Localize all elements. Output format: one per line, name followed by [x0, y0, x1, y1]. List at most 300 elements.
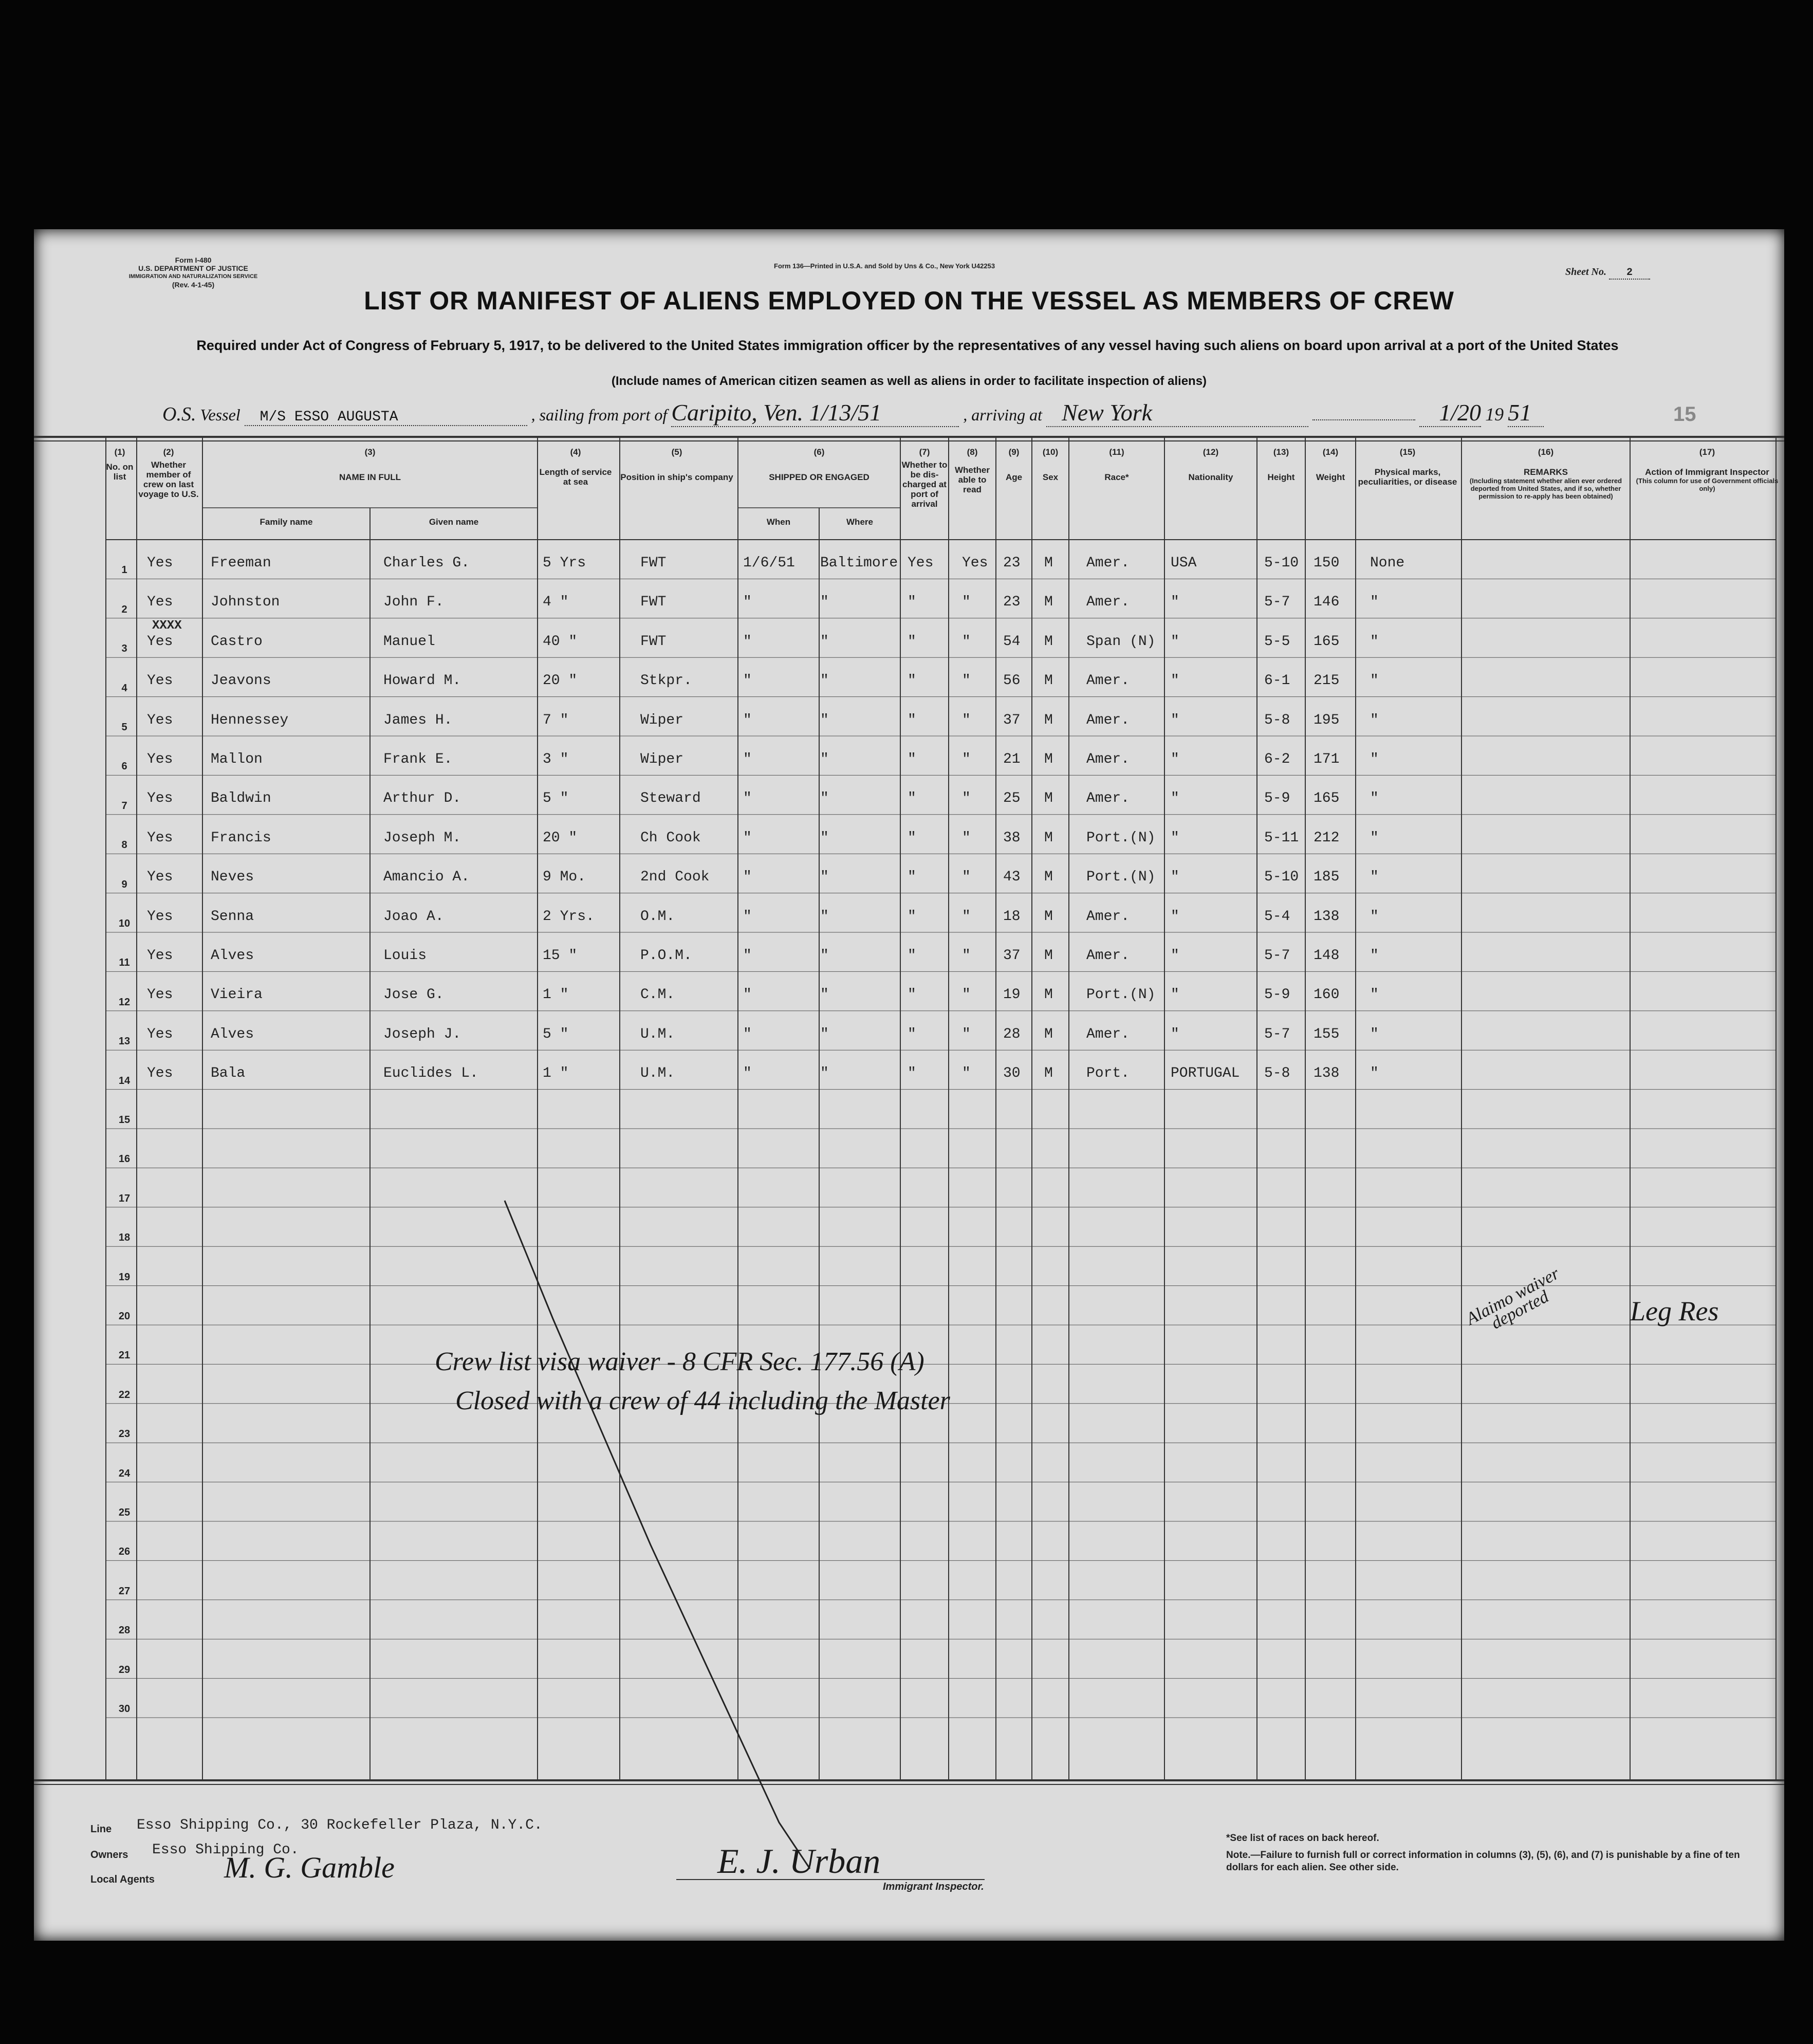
- shipped-when-cell: 1/6/51: [743, 555, 795, 571]
- col6b-header: Where: [846, 517, 873, 527]
- height-cell: 5-10: [1264, 555, 1299, 571]
- col12-number: (12): [1202, 447, 1219, 457]
- whether-prev-voyage-cell: Yes: [147, 1026, 173, 1042]
- nationality-cell: ": [1171, 869, 1179, 886]
- line-label: Line: [90, 1824, 112, 1835]
- row-number: 18: [118, 1232, 131, 1244]
- sex-cell: M: [1044, 555, 1053, 571]
- sex-cell: M: [1044, 948, 1053, 964]
- sex-cell: M: [1044, 633, 1053, 650]
- length-of-service-cell: 1 ": [543, 987, 569, 1003]
- age-cell: 18: [1003, 908, 1021, 925]
- position-cell: Steward: [640, 790, 701, 807]
- race-cell: Amer.: [1086, 1026, 1130, 1042]
- whether-prev-voyage-cell: Yes: [147, 869, 173, 886]
- arriving-label: , arriving at: [963, 406, 1043, 424]
- row-number: 5: [121, 722, 127, 733]
- given-name-cell: Joseph M.: [383, 830, 461, 846]
- sex-cell: M: [1044, 869, 1053, 886]
- col11-label: Race*: [1104, 472, 1129, 482]
- able-to-read-cell: ": [962, 830, 971, 846]
- able-to-read-cell: ": [962, 594, 971, 611]
- position-cell: FWT: [640, 594, 667, 611]
- family-name-cell: Freeman: [211, 555, 271, 571]
- col16-label: REMARKS: [1524, 467, 1568, 477]
- col3-number: (3): [364, 447, 376, 457]
- shipped-when-cell: ": [743, 830, 752, 846]
- shipped-where-cell: Baltimore: [820, 555, 898, 571]
- given-name-cell: John F.: [383, 594, 444, 611]
- family-name-cell: Castro: [211, 633, 263, 650]
- given-name-cell: Amancio A.: [383, 869, 470, 886]
- col15-number: (15): [1399, 447, 1416, 457]
- shipped-when-cell: ": [743, 869, 752, 886]
- height-cell: 5-5: [1264, 633, 1290, 650]
- physical-marks-cell: None: [1370, 555, 1405, 571]
- nationality-cell: ": [1171, 948, 1179, 964]
- col17-note: (This column for use of Government officials only): [1636, 477, 1779, 492]
- height-cell: 5-8: [1264, 712, 1290, 728]
- col4-number: (4): [570, 447, 581, 457]
- shipped-where-cell: ": [820, 987, 829, 1003]
- race-cell: Amer.: [1086, 751, 1130, 767]
- family-name-cell: Alves: [211, 948, 254, 964]
- race-cell: Amer.: [1086, 712, 1130, 728]
- col2-number: (2): [163, 447, 174, 457]
- col10-number: (10): [1042, 447, 1059, 457]
- remark-row14: Alaimo waiver deported: [1463, 1264, 1563, 1333]
- weight-cell: 171: [1313, 751, 1340, 767]
- able-to-read-cell: ": [962, 948, 971, 964]
- row-number: 17: [118, 1192, 131, 1204]
- col14-number: (14): [1322, 447, 1339, 457]
- sex-cell: M: [1044, 830, 1053, 846]
- length-of-service-cell: 15 ": [543, 948, 578, 964]
- shipped-where-cell: ": [820, 633, 829, 650]
- prefix-handwritten: O.S.: [162, 403, 196, 425]
- given-name-cell: Frank E.: [383, 751, 453, 767]
- race-cell: Port.(N): [1086, 869, 1156, 886]
- line-value: Esso Shipping Co., 30 Rockefeller Plaza, N.Y.C.: [137, 1817, 543, 1833]
- height-cell: 5-8: [1264, 1065, 1290, 1082]
- manifest-sheet: [34, 229, 1784, 1941]
- age-cell: 37: [1003, 948, 1021, 964]
- nationality-cell: ": [1171, 673, 1179, 689]
- position-cell: FWT: [640, 633, 667, 650]
- sex-cell: M: [1044, 1026, 1053, 1042]
- agents-label: Local Agents: [90, 1874, 155, 1885]
- physical-marks-cell: ": [1370, 1026, 1379, 1042]
- shipped-where-cell: ": [820, 751, 829, 767]
- position-cell: C.M.: [640, 987, 675, 1003]
- row-number: 3: [121, 643, 127, 655]
- family-name-cell: Bala: [211, 1065, 246, 1082]
- to-be-discharged-cell: ": [908, 633, 916, 650]
- col6-label: SHIPPED OR ENGAGED: [769, 472, 869, 482]
- col16-number: (16): [1538, 447, 1554, 457]
- physical-marks-cell: ": [1370, 594, 1379, 611]
- age-cell: 30: [1003, 1065, 1021, 1082]
- nationality-cell: ": [1171, 987, 1179, 1003]
- row-number: 7: [121, 800, 127, 812]
- age-cell: 23: [1003, 555, 1021, 571]
- given-name-cell: Charles G.: [383, 555, 470, 571]
- position-cell: U.M.: [640, 1065, 675, 1082]
- able-to-read-cell: ": [962, 633, 971, 650]
- col5-label: Position in ship's company: [620, 472, 733, 482]
- row-number: 12: [118, 996, 131, 1008]
- able-to-read-cell: ": [962, 908, 971, 925]
- row-number: 27: [118, 1585, 131, 1597]
- row-number: 10: [118, 918, 131, 929]
- arrival-year: 51: [1508, 399, 1544, 427]
- whether-prev-voyage-cell: Yes: [147, 555, 173, 571]
- race-cell: Span (N): [1086, 633, 1156, 650]
- able-to-read-cell: ": [962, 1026, 971, 1042]
- arrival-date: 1/20: [1419, 399, 1481, 427]
- whether-prev-voyage-cell: Yes: [147, 948, 173, 964]
- shipped-where-cell: ": [820, 948, 829, 964]
- col14-label: Weight: [1316, 472, 1345, 482]
- to-be-discharged-cell: ": [908, 869, 916, 886]
- whether-prev-voyage-cell: Yes: [147, 908, 173, 925]
- height-cell: 5-11: [1264, 830, 1299, 846]
- able-to-read-cell: Yes: [962, 555, 988, 571]
- races-note: *See list of races on back hereof.: [1226, 1833, 1379, 1844]
- height-cell: 5-7: [1264, 594, 1290, 611]
- service-name: IMMIGRATION AND NATURALIZATION SERVICE: [128, 273, 258, 280]
- col15-label: Physical marks, peculiarities, or disease: [1358, 467, 1457, 487]
- whether-prev-voyage-cell: Yes: [147, 790, 173, 807]
- length-of-service-cell: 7 ": [543, 712, 569, 728]
- to-be-discharged-cell: ": [908, 987, 916, 1003]
- port-to: New York: [1046, 399, 1308, 427]
- col11-number: (11): [1109, 447, 1124, 457]
- form-number: Form I-480: [175, 256, 212, 264]
- row-number: 30: [118, 1703, 131, 1715]
- race-cell: Amer.: [1086, 673, 1130, 689]
- col7-label: Whether to be dis-charged at port of arrival: [901, 460, 948, 509]
- page-title: LIST OR MANIFEST OF ALIENS EMPLOYED ON THE VESSEL AS MEMBERS OF CREW: [364, 286, 1454, 315]
- page-subtitle: Required under Act of Congress of February 5, 1917, to be delivered to the United States immigration officer by the representatives of any vessel having such aliens on board upon arrival at a port of the United States: [196, 338, 1619, 353]
- height-cell: 5-9: [1264, 790, 1290, 807]
- shipped-when-cell: ": [743, 751, 752, 767]
- note-text: —Failure to furnish full or correct information in columns (3), (5), (6), and (7) is punishable by a fine of ten dollars for each alien. See other side.: [1226, 1850, 1740, 1873]
- col16-note: (Including statement whether alien ever ordered deported from United States, and if so, whether permission to re-apply has been obtained): [1469, 477, 1622, 500]
- shipped-where-cell: ": [820, 869, 829, 886]
- col4-label: Length of service at sea: [539, 467, 612, 487]
- row-number: 21: [118, 1350, 131, 1361]
- weight-cell: 160: [1313, 987, 1340, 1003]
- shipped-when-cell: ": [743, 948, 752, 964]
- length-of-service-cell: 4 ": [543, 594, 569, 611]
- race-cell: Amer.: [1086, 555, 1130, 571]
- race-cell: Port.(N): [1086, 830, 1156, 846]
- physical-marks-cell: ": [1370, 908, 1379, 925]
- whether-prev-voyage-cell: Yes: [147, 751, 173, 767]
- shipped-when-cell: ": [743, 633, 752, 650]
- whether-prev-voyage-cell: Yes: [147, 673, 173, 689]
- shipped-where-cell: ": [820, 673, 829, 689]
- able-to-read-cell: ": [962, 751, 971, 767]
- whether-prev-voyage-cell: Yes: [147, 712, 173, 728]
- year-prefix: 19: [1485, 404, 1504, 425]
- physical-marks-cell: ": [1370, 712, 1379, 728]
- family-name-cell: Neves: [211, 869, 254, 886]
- col5-number: (5): [671, 447, 682, 457]
- nationality-cell: ": [1171, 908, 1179, 925]
- col3-label: NAME IN FULL: [339, 472, 401, 482]
- nationality-cell: ": [1171, 790, 1179, 807]
- length-of-service-cell: 5 ": [543, 1026, 569, 1042]
- physical-marks-cell: ": [1370, 948, 1379, 964]
- shipped-where-cell: ": [820, 830, 829, 846]
- shipped-when-cell: ": [743, 908, 752, 925]
- row-number: 29: [118, 1664, 131, 1675]
- weight-cell: 148: [1313, 948, 1340, 964]
- height-cell: 5-4: [1264, 908, 1290, 925]
- position-cell: FWT: [640, 555, 667, 571]
- sex-cell: M: [1044, 1065, 1053, 1082]
- height-cell: 6-1: [1264, 673, 1290, 689]
- col13-number: (13): [1273, 447, 1289, 457]
- position-cell: Stkpr.: [640, 673, 692, 689]
- length-of-service-cell: 2 Yrs.: [543, 908, 595, 925]
- to-be-discharged-cell: ": [908, 1026, 916, 1042]
- row-number: 28: [118, 1625, 131, 1636]
- height-cell: 5-7: [1264, 948, 1290, 964]
- whether-prev-voyage-cell: Yes: [147, 987, 173, 1003]
- col17-number: (17): [1699, 447, 1715, 457]
- closed-note: Closed with a crew of 44 including the Master: [455, 1386, 950, 1415]
- family-name-cell: Alves: [211, 1026, 254, 1042]
- col9-label: Age: [1005, 472, 1023, 482]
- col9-number: (9): [1008, 447, 1020, 457]
- to-be-discharged-cell: ": [908, 751, 916, 767]
- age-cell: 37: [1003, 712, 1021, 728]
- col8-number: (8): [967, 447, 978, 457]
- nationality-cell: USA: [1171, 555, 1197, 571]
- weight-cell: 165: [1313, 633, 1340, 650]
- age-cell: 43: [1003, 869, 1021, 886]
- sex-cell: M: [1044, 673, 1053, 689]
- weight-cell: 146: [1313, 594, 1340, 611]
- able-to-read-cell: ": [962, 673, 971, 689]
- race-cell: Amer.: [1086, 594, 1130, 611]
- shipped-where-cell: ": [820, 712, 829, 728]
- weight-cell: 138: [1313, 1065, 1340, 1082]
- to-be-discharged-cell: ": [908, 790, 916, 807]
- nationality-cell: ": [1171, 633, 1179, 650]
- row-number: 26: [118, 1546, 131, 1558]
- row-number: 14: [118, 1075, 131, 1087]
- age-cell: 54: [1003, 633, 1021, 650]
- given-name-cell: Joao A.: [383, 908, 444, 925]
- weight-cell: 215: [1313, 673, 1340, 689]
- col8-label: Whether able to read: [955, 465, 990, 494]
- weight-cell: 138: [1313, 908, 1340, 925]
- row-number: 23: [118, 1428, 131, 1440]
- weight-cell: 185: [1313, 869, 1340, 886]
- whether-prev-voyage-cell: Yes: [147, 633, 173, 650]
- row-number: 19: [118, 1271, 131, 1283]
- row-number: 15: [118, 1114, 131, 1126]
- sheet-label: Sheet No.: [1565, 266, 1606, 278]
- physical-marks-cell: ": [1370, 1065, 1379, 1082]
- subtitle-note: (Include names of American citizen seamen as well as aliens in order to facilitate inspection of aliens): [611, 374, 1207, 388]
- weight-cell: 212: [1313, 830, 1340, 846]
- race-cell: Port.: [1086, 1065, 1130, 1082]
- race-cell: Port.(N): [1086, 987, 1156, 1003]
- race-cell: Amer.: [1086, 948, 1130, 964]
- shipped-where-cell: ": [820, 790, 829, 807]
- family-name-cell: Francis: [211, 830, 271, 846]
- inspector-signature: E. J. Urban: [717, 1842, 881, 1881]
- physical-marks-cell: ": [1370, 830, 1379, 846]
- col3b-header: Given name: [429, 517, 479, 527]
- to-be-discharged-cell: ": [908, 673, 916, 689]
- family-name-cell: Senna: [211, 908, 254, 925]
- action-row14: Leg Res: [1630, 1296, 1719, 1327]
- shipped-where-cell: ": [820, 1065, 829, 1082]
- sex-cell: M: [1044, 594, 1053, 611]
- port-from: Caripito, Ven. 1/13/51: [671, 399, 959, 427]
- col10-label: Sex: [1042, 472, 1059, 482]
- family-name-cell: Jeavons: [211, 673, 271, 689]
- col1-label: No. on list: [106, 462, 134, 482]
- position-cell: U.M.: [640, 1026, 675, 1042]
- height-cell: 6-2: [1264, 751, 1290, 767]
- given-name-cell: Manuel: [383, 633, 435, 650]
- position-cell: Wiper: [640, 712, 684, 728]
- race-cell: Amer.: [1086, 908, 1130, 925]
- able-to-read-cell: ": [962, 987, 971, 1003]
- family-name-cell: Hennessey: [211, 712, 289, 728]
- col7-number: (7): [919, 447, 930, 457]
- length-of-service-cell: 1 ": [543, 1065, 569, 1082]
- col12-label: Nationality: [1188, 472, 1233, 482]
- family-name-cell: Vieira: [211, 987, 263, 1003]
- sex-cell: M: [1044, 712, 1053, 728]
- weight-cell: 195: [1313, 712, 1340, 728]
- position-cell: 2nd Cook: [640, 869, 710, 886]
- shipped-where-cell: ": [820, 1026, 829, 1042]
- owners-value: Esso Shipping Co.: [152, 1842, 299, 1858]
- able-to-read-cell: ": [962, 790, 971, 807]
- row-number: 2: [121, 603, 127, 615]
- age-cell: 23: [1003, 594, 1021, 611]
- col17-label: Action of Immigrant Inspector: [1645, 467, 1769, 477]
- nationality-cell: ": [1171, 594, 1179, 611]
- position-cell: P.O.M.: [640, 948, 692, 964]
- row-number: 13: [118, 1036, 131, 1047]
- col3a-header: Family name: [260, 517, 313, 527]
- nationality-cell: ": [1171, 751, 1179, 767]
- row-number: 11: [119, 957, 130, 969]
- shipped-when-cell: ": [743, 790, 752, 807]
- physical-marks-cell: ": [1370, 790, 1379, 807]
- inspector-label: Immigrant Inspector.: [883, 1881, 984, 1892]
- able-to-read-cell: ": [962, 869, 971, 886]
- physical-marks-cell: ": [1370, 673, 1379, 689]
- row-number: 1: [121, 564, 127, 576]
- row2-overstrike: XXXX: [152, 619, 182, 633]
- race-cell: Amer.: [1086, 790, 1130, 807]
- agents-signature: M. G. Gamble: [224, 1851, 395, 1884]
- inspector-line: [676, 1879, 985, 1880]
- to-be-discharged-cell: ": [908, 594, 916, 611]
- shipped-when-cell: ": [743, 987, 752, 1003]
- shipped-when-cell: ": [743, 712, 752, 728]
- row-number: 8: [121, 839, 127, 851]
- sex-cell: M: [1044, 908, 1053, 925]
- given-name-cell: Louis: [383, 948, 427, 964]
- sailing-label: , sailing from port of: [531, 406, 668, 424]
- age-cell: 28: [1003, 1026, 1021, 1042]
- height-cell: 5-9: [1264, 987, 1290, 1003]
- given-name-cell: James H.: [383, 712, 453, 728]
- col6-number: (6): [813, 447, 825, 457]
- shipped-when-cell: ": [743, 673, 752, 689]
- to-be-discharged-cell: ": [908, 1065, 916, 1082]
- to-be-discharged-cell: Yes: [908, 555, 934, 571]
- age-cell: 25: [1003, 790, 1021, 807]
- vessel-label: Vessel: [200, 406, 240, 424]
- to-be-discharged-cell: ": [908, 830, 916, 846]
- whether-prev-voyage-cell: Yes: [147, 1065, 173, 1082]
- note-label: Note.: [1226, 1850, 1251, 1861]
- position-cell: Ch Cook: [640, 830, 701, 846]
- shipped-when-cell: ": [743, 1026, 752, 1042]
- row-number: 6: [121, 761, 127, 772]
- printer-credit: Form 136—Printed in U.S.A. and Sold by Uns & Co., New York U42253: [774, 262, 995, 270]
- given-name-cell: Euclides L.: [383, 1065, 478, 1082]
- row-number: 25: [118, 1507, 131, 1518]
- row-number: 4: [121, 682, 127, 694]
- nationality-cell: ": [1171, 712, 1179, 728]
- waiver-note: Crew list visa waiver - 8 CFR Sec. 177.56 (A): [435, 1347, 924, 1376]
- shipped-when-cell: ": [743, 594, 752, 611]
- shipped-where-cell: ": [820, 908, 829, 925]
- physical-marks-cell: ": [1370, 751, 1379, 767]
- sex-cell: M: [1044, 987, 1053, 1003]
- nationality-cell: PORTUGAL: [1171, 1065, 1240, 1082]
- length-of-service-cell: 40 ": [543, 633, 578, 650]
- weight-cell: 155: [1313, 1026, 1340, 1042]
- weight-cell: 165: [1313, 790, 1340, 807]
- position-cell: O.M.: [640, 908, 675, 925]
- given-name-cell: Howard M.: [383, 673, 461, 689]
- given-name-cell: Arthur D.: [383, 790, 461, 807]
- age-cell: 19: [1003, 987, 1021, 1003]
- sex-cell: M: [1044, 790, 1053, 807]
- whether-prev-voyage-cell: Yes: [147, 830, 173, 846]
- shipped-where-cell: ": [820, 594, 829, 611]
- row-number: 24: [118, 1467, 131, 1479]
- length-of-service-cell: 3 ": [543, 751, 569, 767]
- fine-note: [1226, 1849, 1740, 1874]
- physical-marks-cell: ": [1370, 987, 1379, 1003]
- to-be-discharged-cell: ": [908, 948, 916, 964]
- able-to-read-cell: ": [962, 1065, 971, 1082]
- position-cell: Wiper: [640, 751, 684, 767]
- signature-stroke: [34, 229, 1784, 1941]
- length-of-service-cell: 5 ": [543, 790, 569, 807]
- row-number: 20: [118, 1311, 131, 1322]
- family-name-cell: Johnston: [211, 594, 280, 611]
- shipped-when-cell: ": [743, 1065, 752, 1082]
- sex-cell: M: [1044, 751, 1053, 767]
